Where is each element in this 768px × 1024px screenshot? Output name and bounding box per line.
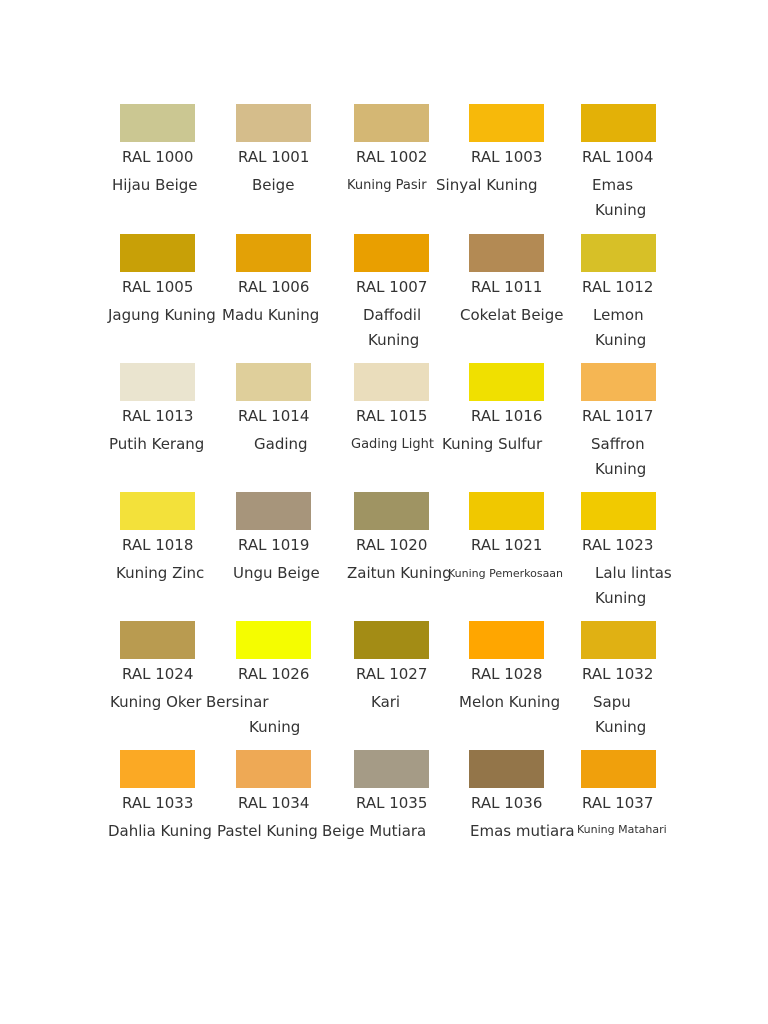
ral-code: RAL 1011 <box>471 278 543 296</box>
color-swatch <box>354 363 429 401</box>
ral-code: RAL 1020 <box>356 536 428 554</box>
ral-code: RAL 1005 <box>122 278 194 296</box>
color-swatch <box>236 363 311 401</box>
color-name: Kuning Pasir <box>347 178 427 193</box>
color-name-line2: Kuning <box>595 589 647 607</box>
ral-code: RAL 1037 <box>582 794 654 812</box>
ral-code: RAL 1016 <box>471 407 543 425</box>
ral-code: RAL 1019 <box>238 536 310 554</box>
swatch-row <box>0 363 768 483</box>
swatch-row <box>0 492 768 612</box>
color-swatch <box>469 621 544 659</box>
swatch-row <box>0 234 768 354</box>
color-name: Dahlia Kuning <box>108 822 212 840</box>
ral-code: RAL 1003 <box>471 148 543 166</box>
color-name: Sapu <box>593 693 631 711</box>
color-swatch <box>581 234 656 272</box>
color-swatch <box>120 104 195 142</box>
swatch-row <box>0 750 768 870</box>
color-name: Melon Kuning <box>459 693 561 711</box>
color-name-line2: Kuning <box>595 331 647 349</box>
ral-code: RAL 1006 <box>238 278 310 296</box>
color-name: Bersinar <box>206 693 269 711</box>
color-swatch <box>236 104 311 142</box>
color-swatch <box>354 492 429 530</box>
ral-code: RAL 1001 <box>238 148 310 166</box>
color-swatch <box>581 750 656 788</box>
color-name: Beige Mutiara <box>322 822 427 840</box>
ral-code: RAL 1023 <box>582 536 654 554</box>
color-name: Saffron <box>591 435 645 453</box>
color-name: Kuning Zinc <box>116 564 205 582</box>
color-name: Lalu lintas <box>595 564 672 582</box>
color-name: Beige <box>252 176 295 194</box>
color-name: Zaitun Kuning <box>347 564 452 582</box>
color-swatch <box>120 234 195 272</box>
color-name: Emas mutiara <box>470 822 575 840</box>
color-name: Kuning Pemerkosaan <box>448 567 564 580</box>
color-name: Kuning Sulfur <box>442 435 543 453</box>
color-swatch <box>354 104 429 142</box>
color-name-line2: Kuning <box>249 718 301 736</box>
swatch-row <box>0 104 768 224</box>
ral-code: RAL 1036 <box>471 794 543 812</box>
ral-code: RAL 1018 <box>122 536 194 554</box>
ral-code: RAL 1034 <box>238 794 310 812</box>
color-name: Madu Kuning <box>222 306 320 324</box>
ral-code: RAL 1035 <box>356 794 428 812</box>
swatch-row <box>0 621 768 741</box>
color-swatch <box>236 234 311 272</box>
color-name: Pastel Kuning <box>217 822 318 840</box>
ral-code: RAL 1033 <box>122 794 194 812</box>
color-name: Hijau Beige <box>112 176 198 194</box>
color-name: Daffodil <box>363 306 422 324</box>
color-swatch <box>581 104 656 142</box>
color-swatch <box>236 621 311 659</box>
ral-code: RAL 1015 <box>356 407 428 425</box>
color-swatch <box>469 104 544 142</box>
color-swatch <box>120 492 195 530</box>
color-swatch <box>354 234 429 272</box>
color-swatch <box>581 492 656 530</box>
ral-code: RAL 1027 <box>356 665 428 683</box>
ral-code: RAL 1021 <box>471 536 543 554</box>
color-name-line2: Kuning <box>595 460 647 478</box>
color-name: Gading <box>254 435 308 453</box>
color-name: Kari <box>371 693 401 711</box>
color-swatch <box>469 750 544 788</box>
ral-code: RAL 1000 <box>122 148 194 166</box>
ral-code: RAL 1024 <box>122 665 194 683</box>
ral-code: RAL 1014 <box>238 407 310 425</box>
ral-code: RAL 1032 <box>582 665 654 683</box>
ral-code: RAL 1026 <box>238 665 310 683</box>
color-name: Emas <box>592 176 634 194</box>
color-swatch <box>581 621 656 659</box>
color-name: Gading Light <box>351 437 434 452</box>
color-swatch <box>354 750 429 788</box>
color-name-line2: Kuning <box>368 331 420 349</box>
color-swatch <box>236 750 311 788</box>
color-swatch <box>469 234 544 272</box>
color-swatch <box>236 492 311 530</box>
ral-code: RAL 1028 <box>471 665 543 683</box>
color-name: Sinyal Kuning <box>436 176 538 194</box>
color-name: Jagung Kuning <box>108 306 216 324</box>
ral-code: RAL 1012 <box>582 278 654 296</box>
color-name: Putih Kerang <box>109 435 205 453</box>
ral-code: RAL 1007 <box>356 278 428 296</box>
color-swatch <box>120 363 195 401</box>
color-swatch <box>581 363 656 401</box>
color-name-line2: Kuning <box>595 201 647 219</box>
color-name: Ungu Beige <box>233 564 320 582</box>
color-name: Kuning Oker <box>110 693 202 711</box>
color-name: Cokelat Beige <box>460 306 564 324</box>
color-swatch <box>120 621 195 659</box>
color-swatch <box>354 621 429 659</box>
ral-code: RAL 1004 <box>582 148 654 166</box>
color-swatch <box>469 492 544 530</box>
ral-code: RAL 1002 <box>356 148 428 166</box>
ral-code: RAL 1017 <box>582 407 654 425</box>
color-swatch <box>469 363 544 401</box>
color-name: Lemon <box>593 306 644 324</box>
color-swatch <box>120 750 195 788</box>
color-name-line2: Kuning <box>595 718 647 736</box>
color-name: Kuning Matahari <box>577 823 667 836</box>
ral-code: RAL 1013 <box>122 407 194 425</box>
